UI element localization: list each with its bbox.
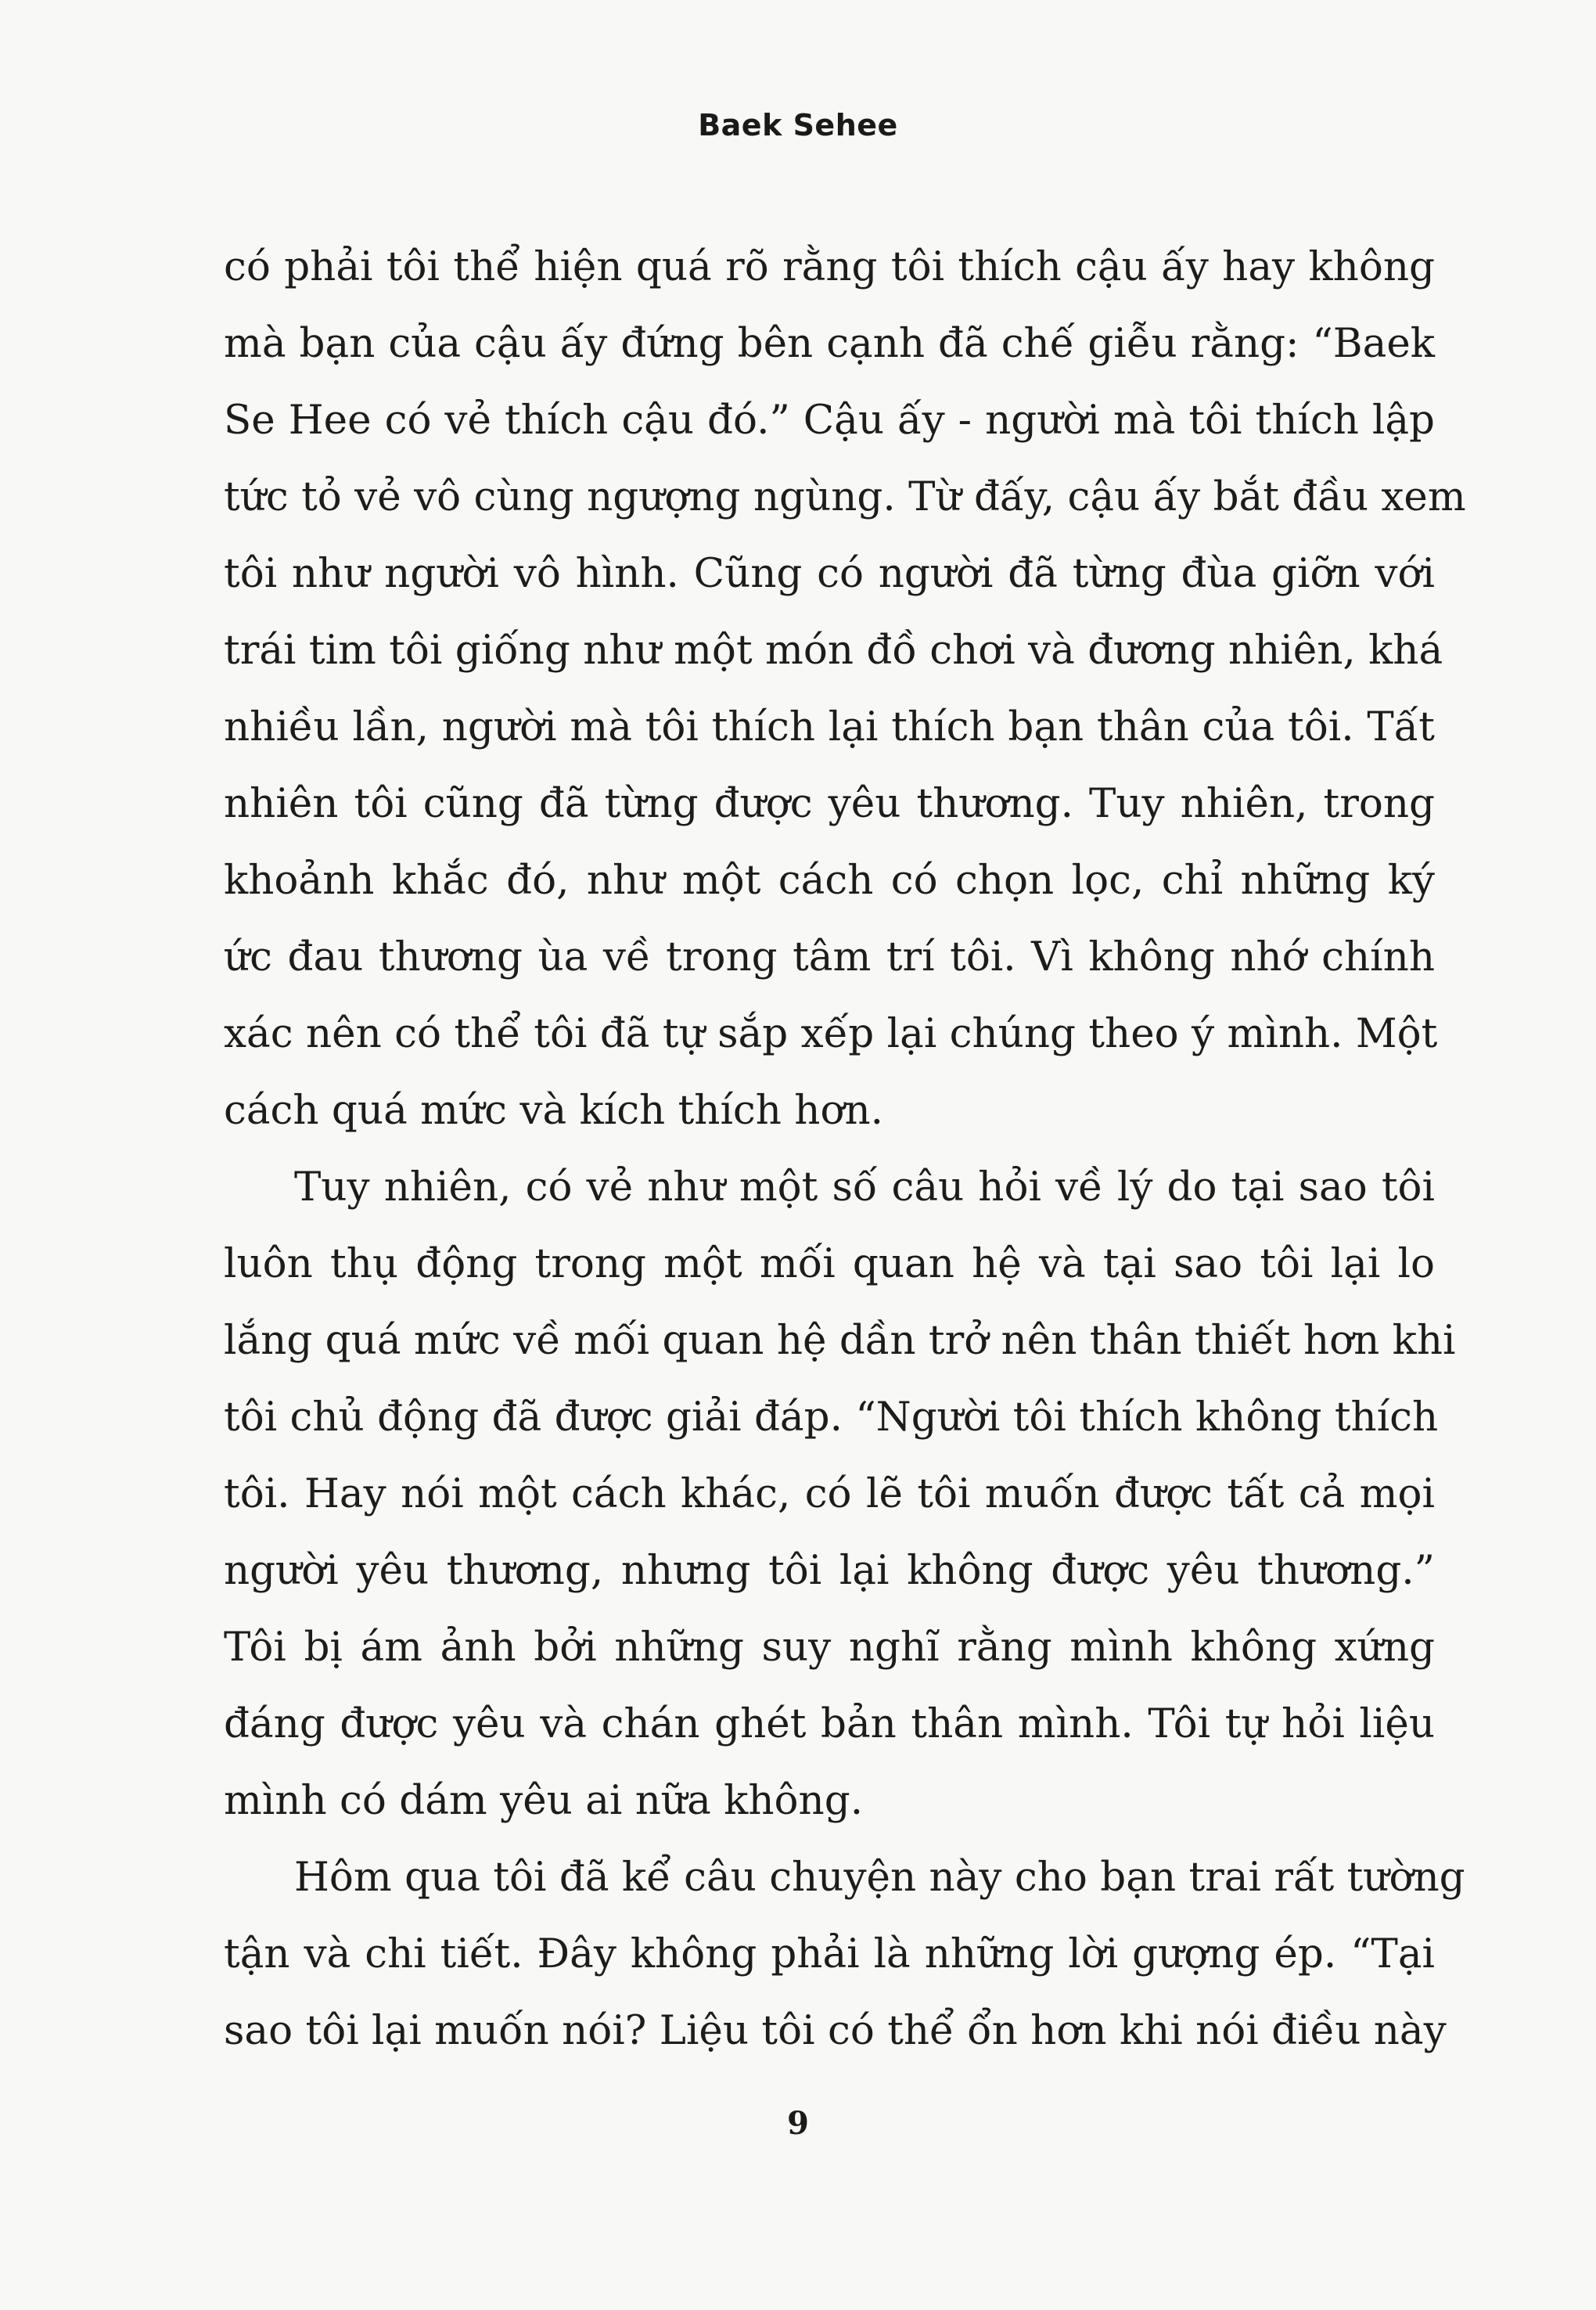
text-line: người yêu thương, nhưng tôi lại không được yêu thương.”	[224, 1547, 1435, 1594]
text-line: có phải tôi thể hiện quá rõ rằng tôi thích cậu ấy hay không	[224, 243, 1435, 290]
text-line: tức tỏ vẻ vô cùng ngượng ngùng. Từ đấy, cậu ấy bắt đầu xem	[224, 473, 1466, 520]
text-line: lắng quá mức về mối quan hệ dần trở nên thân thiết hơn khi	[224, 1317, 1456, 1364]
text-line: sao tôi lại muốn nói? Liệu tôi có thể ổn hơn khi nói điều này	[224, 2007, 1447, 2054]
text-line: khoảnh khắc đó, như một cách có chọn lọc, chỉ những ký	[224, 857, 1435, 904]
page-number: 9	[787, 2105, 809, 2142]
text-line: trái tim tôi giống như một món đồ chơi và đương nhiên, khá	[224, 627, 1443, 674]
text-line: mình có dám yêu ai nữa không.	[224, 1777, 864, 1824]
text-line: cách quá mức và kích thích hơn.	[224, 1087, 884, 1134]
text-line: luôn thụ động trong một mối quan hệ và tại sao tôi lại lo	[224, 1240, 1435, 1287]
text-line: nhiều lần, người mà tôi thích lại thích bạn thân của tôi. Tất	[224, 703, 1435, 750]
paragraph-1	[224, 228, 1466, 1149]
text-line: nhiên tôi cũng đã từng được yêu thương. Tuy nhiên, trong	[224, 780, 1435, 827]
paragraph-2	[224, 1149, 1456, 1839]
text-line: Se Hee có vẻ thích cậu đó.” Cậu ấy - người mà tôi thích lập	[224, 397, 1435, 444]
text-line: Hôm qua tôi đã kể câu chuyện này cho bạn trai rất tường	[294, 1854, 1465, 1901]
text-line: tôi như người vô hình. Cũng có người đã từng đùa giỡn với	[224, 550, 1435, 597]
paragraph-3	[224, 1839, 1465, 2069]
running-head: Baek Sehee	[698, 108, 898, 142]
body-text	[224, 228, 1466, 2069]
text-line: tôi chủ động đã được giải đáp. “Người tôi thích không thích	[224, 1394, 1439, 1441]
text-line: Tuy nhiên, có vẻ như một số câu hỏi về lý do tại sao tôi	[294, 1164, 1435, 1211]
text-line: ức đau thương ùa về trong tâm trí tôi. Vì không nhớ chính	[224, 934, 1435, 980]
text-line: mà bạn của cậu ấy đứng bên cạnh đã chế giễu rằng: “Baek	[224, 320, 1435, 367]
text-line: tận và chi tiết. Đây không phải là những lời gượng ép. “Tại	[224, 1930, 1435, 1977]
text-line: tôi. Hay nói một cách khác, có lẽ tôi muốn được tất cả mọi	[224, 1470, 1435, 1517]
text-line: xác nên có thể tôi đã tự sắp xếp lại chúng theo ý mình. Một	[224, 1010, 1438, 1057]
text-line: Tôi bị ám ảnh bởi những suy nghĩ rằng mình không xứng	[224, 1624, 1435, 1671]
text-line: đáng được yêu và chán ghét bản thân mình. Tôi tự hỏi liệu	[224, 1700, 1435, 1747]
